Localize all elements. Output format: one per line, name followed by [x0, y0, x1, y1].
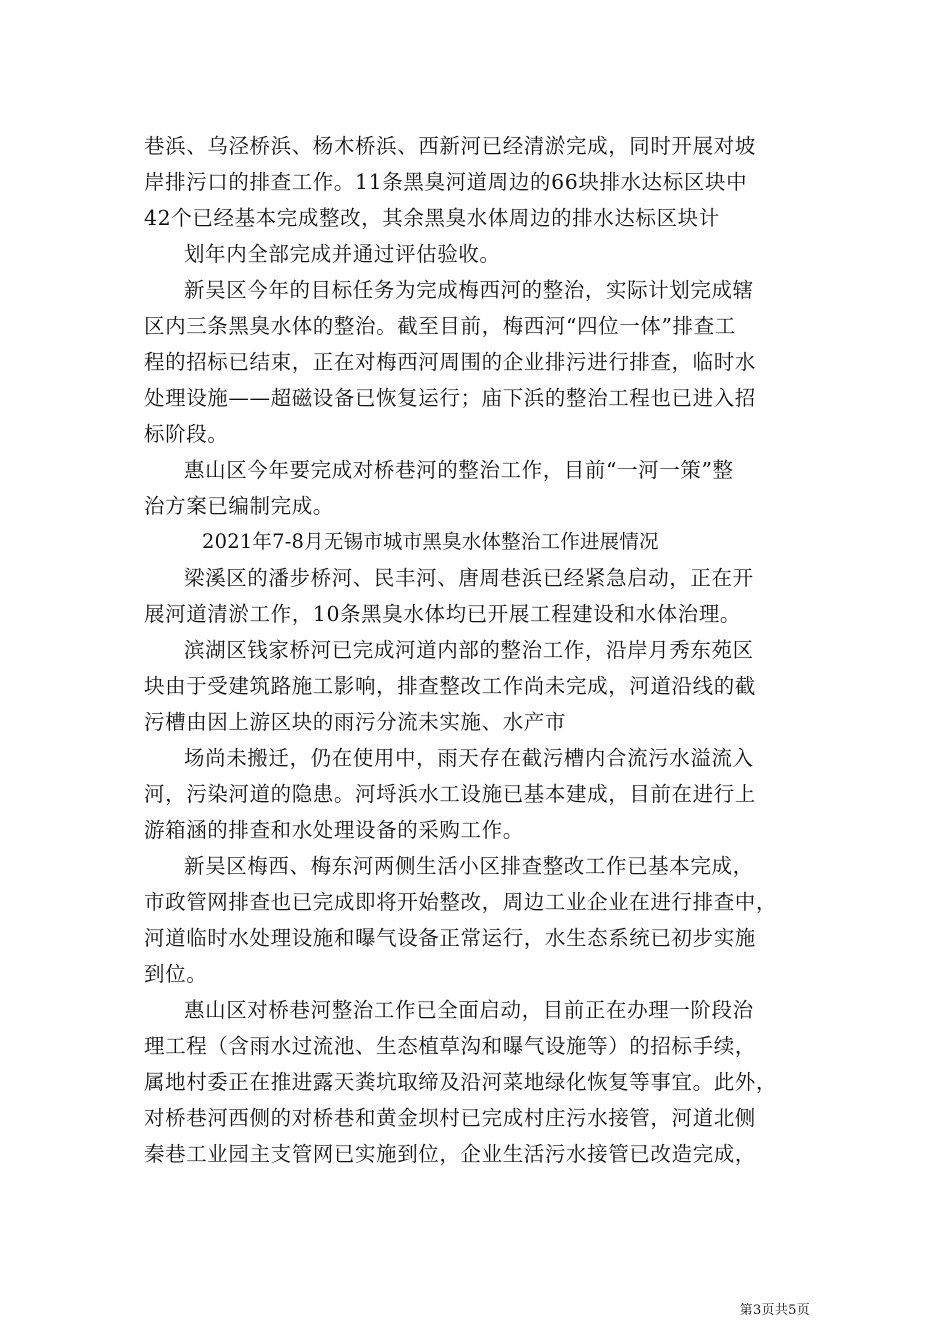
section-heading: 2021年7-8月无锡市城市黑臭水体整治工作进展情况: [202, 530, 659, 553]
text-line: 理工程（含雨水过流池、生态植草沟和曝气设施等）的招标手续，: [144, 1034, 756, 1058]
text-line: 展河道清淤工作，10条黑臭水体均已开展工程建设和水体治理。: [144, 602, 741, 626]
text-line: 岸排污口的排查工作。11条黑臭河道周边的66块排水达标区块中: [144, 170, 748, 194]
text-line: 块由于受建筑路施工影响，排查整改工作尚未完成，河道沿线的截: [144, 674, 756, 698]
paragraph-start: 惠山区对桥巷河整治工作已全面启动，目前正在办理一阶段治: [184, 998, 754, 1022]
text-line: 区内三条黑臭水体的整治。截至目前，梅西河“四位一体”排查工: [144, 314, 736, 338]
text-line: 河道临时水处理设施和曝气设备正常运行，水生态系统已初步实施: [144, 926, 756, 950]
text-line: 治方案已编制完成。: [144, 494, 334, 518]
text-line: 属地村委正在推进露天粪坑取缔及沿河菜地绿化恢复等事宜。此外，: [144, 1070, 777, 1094]
text-line: 对桥巷河西侧的对桥巷和黄金坝村已完成村庄污水接管，河道北侧: [144, 1106, 756, 1130]
text-line: 污槽由因上游区块的雨污分流未实施、水产市: [144, 710, 566, 734]
text-line: 河，污染河道的隐患。河埒浜水工设施已基本建成，目前在进行上: [144, 782, 756, 806]
text-line: 到位。: [144, 962, 208, 986]
paragraph-start: 新吴区今年的目标任务为完成梅西河的整治，实际计划完成辖: [184, 278, 754, 302]
text-line: 划年内全部完成并通过评估验收。: [184, 242, 501, 266]
text-line: 市政管网排查也已完成即将开始整改，周边工业企业在进行排查中，: [144, 890, 777, 914]
text-line: 处理设施——超磁设备已恢复运行；庙下浜的整治工程也已进入招: [144, 386, 756, 410]
text-line: 场尚未搬迁，仍在使用中，雨天存在截污槽内合流污水溢流入: [184, 746, 754, 770]
text-line: 秦巷工业园主支管网已实施到位，企业生活污水接管已改造完成，: [144, 1142, 756, 1166]
page-number-footer: 第3页共5页: [739, 1303, 810, 1318]
document-body: [144, 128, 809, 1172]
paragraph-start: 惠山区今年要完成对桥巷河的整治工作，目前“一河一策”整: [184, 458, 734, 482]
paragraph-start: 滨湖区钱家桥河已完成河道内部的整治工作，沿岸月秀东苑区: [184, 638, 754, 662]
text-line: 巷浜、乌泾桥浜、杨木桥浜、西新河已经清淤完成，同时开展对坡: [144, 134, 756, 158]
text-line: 标阶段。: [144, 422, 229, 446]
text-line: 程的招标已结束，正在对梅西河周围的企业排污进行排查，临时水: [144, 350, 756, 374]
paragraph-start: 梁溪区的潘步桥河、民丰河、唐周巷浜已经紧急启动，正在开: [184, 566, 754, 590]
paragraph-start: 新吴区梅西、梅东河两侧生活小区排查整改工作已基本完成，: [184, 854, 754, 878]
text-line: 42个已经基本完成整改，其余黑臭水体周边的排水达标区块计: [144, 206, 720, 230]
text-line: 游箱涵的排查和水处理设备的采购工作。: [144, 818, 524, 842]
